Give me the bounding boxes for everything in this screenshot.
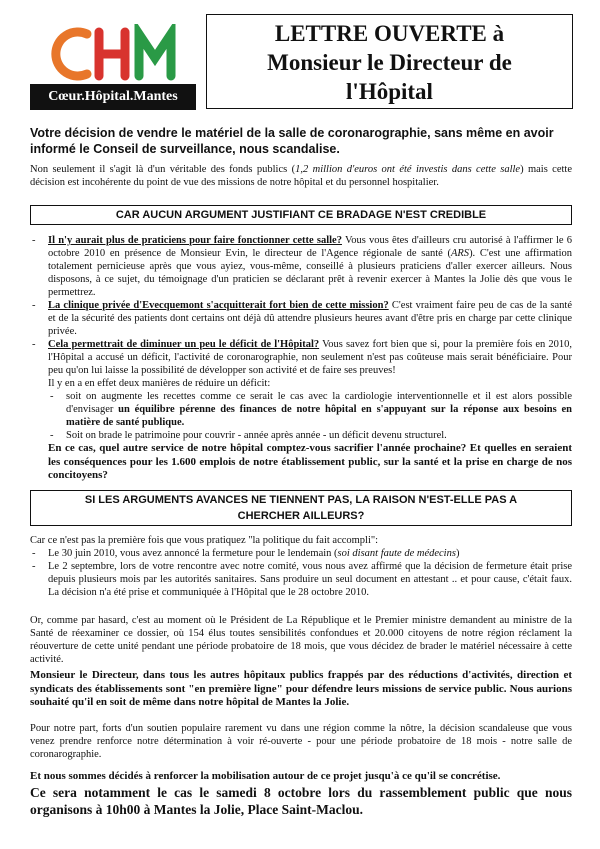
intro-paragraph bbox=[30, 163, 572, 189]
section-2-body bbox=[30, 534, 572, 599]
argument-1-text-a: Vous vous êtes d'ailleurs cru autorisé à l'affirmer le 6 octobre 2010 en présence de Monsieur Evin, le directeur de l'Agence régionale de santé ( bbox=[48, 235, 573, 259]
option-1-bold: un équilibre pérenne des finances de notre hôpital en s'appuyant sur la réponse aux besoins en matière de santé publique. bbox=[66, 404, 573, 428]
section-1-body bbox=[30, 234, 572, 483]
title-line-2: Monsieur le Directeur de bbox=[267, 50, 512, 75]
item-1-text: Le 30 juin 2010, vous avez annoncé la fermeture pour le lendemain ( bbox=[48, 548, 338, 559]
two-ways-text: Il y en a en effet deux manières de réduire un déficit: bbox=[48, 378, 271, 389]
deficit-options-list bbox=[30, 390, 572, 442]
argument-3-title: Cela permettrait de diminuer un peu le déficit de l'Hôpital? bbox=[48, 339, 320, 350]
logo-caption: Cœur.Hôpital.Mantes bbox=[30, 84, 196, 110]
fait-accompli-item bbox=[30, 547, 572, 560]
rally-announcement: Ce sera notamment le cas le samedi 8 octobre lors du rassemblement public que nous organisons à 10h00 à Mantes la Jolie, Place Saint-Maclou. bbox=[30, 785, 572, 817]
arguments-list bbox=[30, 234, 572, 377]
fait-accompli-list bbox=[30, 547, 572, 599]
item-1-close: ) bbox=[455, 548, 460, 559]
consequences-question: En ce cas, quel autre service de notre hôpital comptez-vous sacrifier l'année prochaine? Et quelles en seraient les conséquences pour les 1.600 emplois de notre établissement public, sur la santé et la prise en charge de nos concitoyens? bbox=[48, 442, 572, 481]
ars-abbrev: ARS bbox=[450, 248, 470, 259]
support-paragraph: Pour notre part, forts d'un soutien populaire rarement vu dans une région comme la nôtre, la décision scandaleuse que vous venez prendre renforce notre détermination à voir ré-ouverte - pour une période probatoire de 18 mois - notre salle de coronarographie. bbox=[30, 723, 572, 760]
argument-1-title: Il n'y aurait plus de praticiens pour faire fonctionner cette salle? bbox=[48, 235, 342, 246]
section-2-heading-line-2: CHERCHER AILLEURS? bbox=[237, 510, 365, 522]
timing-paragraph: Or, comme par hasard, c'est au moment où le Président de La République et le Premier ministre demandent au ministre de la Santé de réexaminer ce dossier, où 154 élus toutes sensibilités confondues et 20.000 citoyens de notre région réclament la réouverture de cette unité pendant une période probatoire de 18 mois, que vous décidez de brader le matériel nécessaire à cette activité. bbox=[30, 615, 572, 665]
argument-item bbox=[30, 234, 572, 299]
fait-accompli-item bbox=[30, 560, 572, 599]
section-2-heading bbox=[30, 490, 572, 526]
chm-logo-mark bbox=[47, 24, 187, 84]
argument-item bbox=[30, 338, 572, 377]
chm-logo bbox=[27, 22, 199, 112]
item-1-italic: soi disant faute de médecins bbox=[337, 548, 456, 559]
item-2-text: Le 2 septembre, lors de votre rencontre avec notre comité, vous nous avez affirmé que la décision de fermeture était prise depuis plusieurs mois par les autorités sanitaires. Sans produire un seul document en attestant .. et pour cause, c'était faux. La décision n'a été prise et communiquée à l'Hôpital que le 28 octobre 2010. bbox=[48, 561, 572, 598]
intro-text-1: Non seulement il s'agit là d'un véritable des fonds publics ( bbox=[30, 164, 296, 175]
option-2-text: Soit on brade le patrimoine pour couvrir - année après année - un déficit devenu structurel. bbox=[66, 430, 447, 441]
intro-italic: 1,2 million d'euros ont été investis dans cette salle bbox=[295, 164, 521, 175]
argument-1-text-b: ). C'est une affirmation totalement pernicieuse après que vous ayiez, vous-même, conseillé à plusieurs praticiens d'aller exercer ailleurs. Nous disposons, à ce sujet, du témoignage d'un praticien se déclarant prêt à revenir exercer à Mantes la Jolie dès que vous le permettrez. bbox=[48, 248, 572, 298]
option-1-text: soit on augmente les recettes comme ce serait le cas avec la cardiologie interventionnelle et il est alors possible d'envisager bbox=[66, 391, 572, 415]
deficit-option bbox=[30, 390, 572, 429]
argument-item bbox=[30, 299, 572, 338]
section-1-heading: CAR AUCUN ARGUMENT JUSTIFIANT CE BRADAGE N'EST CREDIBLE bbox=[30, 205, 572, 225]
section-2-heading-line-1: SI LES ARGUMENTS AVANCES NE TIENNENT PAS, LA RAISON N'EST-ELLE PAS A bbox=[84, 494, 518, 506]
letter-title bbox=[206, 14, 573, 109]
title-line-3: l'Hôpital bbox=[346, 79, 433, 104]
intro-text-2: ) mais cette décision est incohérente du point de vue des missions de notre hôpital et du personnel hospitalier. bbox=[30, 164, 572, 188]
title-line-1: LETTRE OUVERTE à bbox=[274, 21, 505, 46]
argument-3-text: Vous savez fort bien que si, pour la première fois en 2010, l'Hôpital a accusé un déficit, l'activité de coronarographie, non seulement n'est pas coûteuse mais serait bénéficiaire. Pour peu qu'on lui laisse la possibilité de développer son activité et de faire ses preuves! bbox=[48, 339, 572, 376]
director-paragraph: Monsieur le Directeur, dans tous les autres hôpitaux publics frappés par des réductions d'activités, direction et syndicats des établissements sont "en première ligne" pour défendre leurs missions de service public. Nous aurions souhaité qu'il en soit de même dans notre hôpital de Mantes la Jolie. bbox=[30, 669, 572, 708]
argument-2-title: La clinique privée d'Evecquemont s'acquitterait fort bien de cette mission? bbox=[48, 300, 389, 311]
deficit-option bbox=[30, 429, 572, 442]
argument-2-text: C'est vraiment faire peu de cas de la santé et de la sécurité des patients dont certains ont déjà dû attendre plusieurs heures avant d'être pris en charge par cette clinique privée. bbox=[48, 300, 572, 337]
fait-accompli-intro: Car ce n'est pas la première fois que vous pratiquez "la politique du fait accompli": bbox=[30, 535, 379, 546]
lead-statement: Votre décision de vendre le matériel de la salle de coronarographie, sans même en avoir informé le Conseil de surveillance, nous scandalise. bbox=[30, 126, 554, 156]
mobilisation-statement: Et nous sommes décidés à renforcer la mobilisation autour de ce projet jusqu'à ce qu'il se concrétise. bbox=[30, 770, 501, 782]
